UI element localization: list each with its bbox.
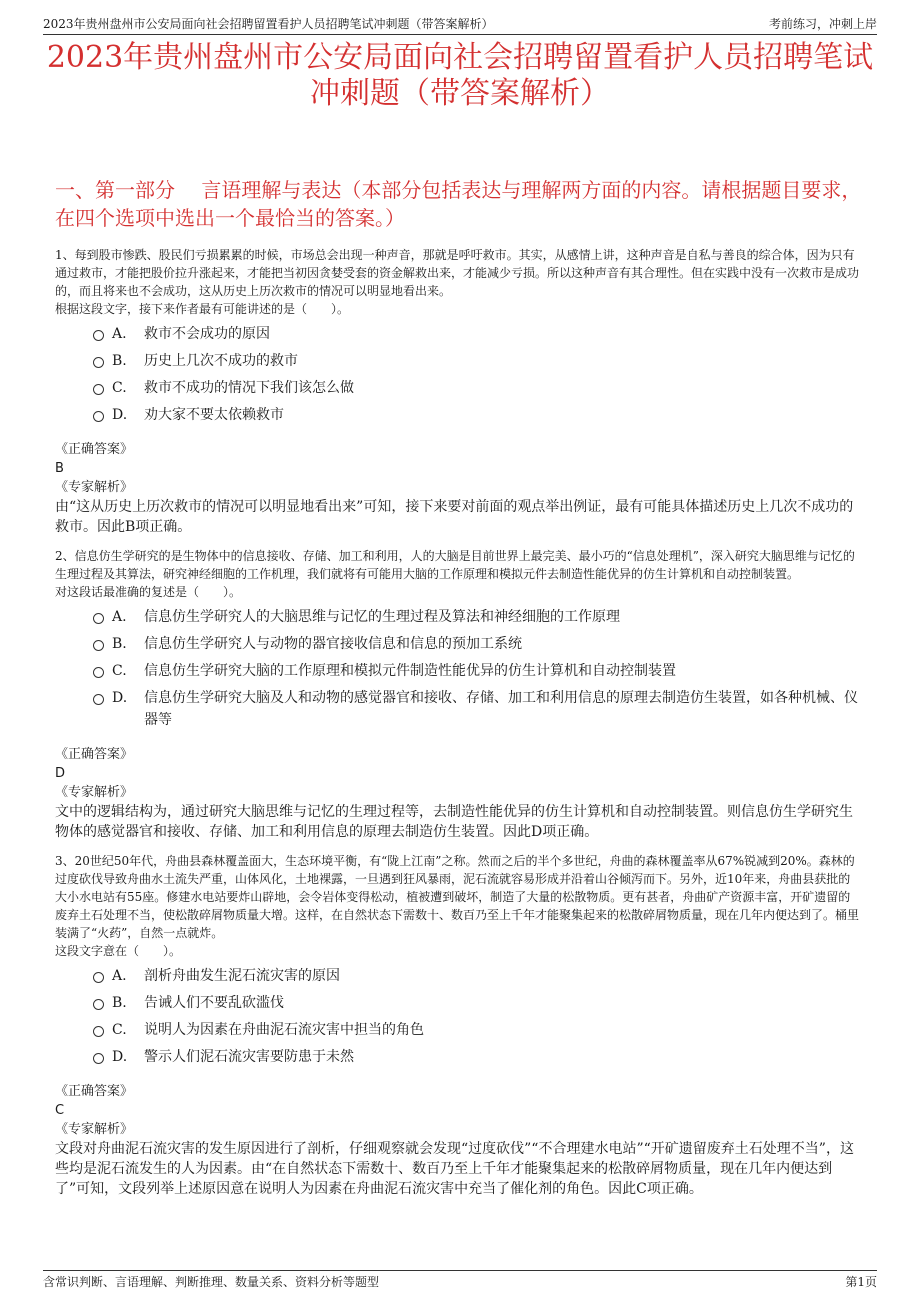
answer-value: D [55, 766, 66, 781]
option-letter: B. [112, 353, 127, 369]
page-header [43, 10, 877, 35]
radio-button-icon[interactable] [93, 411, 104, 422]
analysis-label: 《专家解析》 [55, 1122, 134, 1137]
option-text: 警示人们泥石流灾害要防患于未然 [144, 1049, 354, 1065]
option-d[interactable] [93, 1046, 860, 1068]
question-stem: 3、20世纪50年代，舟曲县森林覆盖面大，生态环境平衡，有“陇上江南”之称。然而之后的半个多世纪，舟曲的森林覆盖率从67%锐减到20%。森林的过度砍伐导致舟曲水土流失严重，山体风化，土地裸露，一旦遇到狂风暴雨，泥石流就容易形成并沿着山谷倾泻而下。另外，近10年来，舟曲县获批的大小水电站有55座。修建水电站要炸山辟地，会令岩体变得松动，植被遭到破坏，制造了大量的松散物质。更有甚者，舟曲矿产资源丰富，开矿遗留的废弃土石处理不当，使松散碎屑物质量大增。这样，在自然状态下需数十、数百乃至上千年才能聚集起来的松散碎屑物质量，现在几年内便达到了。桶里装满了“火药”，自然一点就炸。 [55, 854, 860, 940]
question-list [55, 246, 860, 1209]
section-heading: 一、第一部分 言语理解与表达（本部分包括表达与理解两方面的内容。请根据题目要求，在四个选项中选出一个最恰当的答案。） [55, 178, 862, 230]
option-letter: D. [112, 407, 128, 423]
question-prompt: 根据这段文字，接下来作者最有可能讲述的是（ ）。 [55, 302, 350, 316]
option-letter: C. [112, 663, 127, 679]
analysis-text: 文中的逻辑结构为，通过研究大脑思维与记忆的生理过程等，去制造性能优异的仿生计算机和自动控制装置。则信息仿生学研究生物体的感觉器官和接收、存储、加工和利用信息的原理去制造仿生装置。因此D项正确。 [55, 804, 853, 840]
radio-button-icon[interactable] [93, 1026, 104, 1037]
radio-button-icon[interactable] [93, 972, 104, 983]
option-a[interactable] [93, 323, 860, 345]
answer-value: B [55, 461, 64, 476]
option-c[interactable] [93, 660, 860, 682]
question-2 [55, 547, 860, 842]
answer-block [55, 1082, 860, 1199]
radio-button-icon[interactable] [93, 1053, 104, 1064]
option-list [93, 606, 860, 731]
option-letter: A. [112, 968, 127, 984]
answer-label: 《正确答案》 [55, 1084, 134, 1099]
option-b[interactable] [93, 633, 860, 655]
header-document-title: 2023年贵州盘州市公安局面向社会招聘留置看护人员招聘笔试冲刺题（带答案解析） [43, 17, 494, 31]
radio-button-icon[interactable] [93, 694, 104, 705]
option-text: 信息仿生学研究人与动物的器官接收信息和信息的预加工系统 [144, 636, 522, 652]
option-a[interactable] [93, 606, 860, 628]
question-prompt: 对这段话最准确的复述是（ ）。 [55, 585, 242, 599]
radio-button-icon[interactable] [93, 613, 104, 624]
header-slogan: 考前练习，冲刺上岸 [768, 17, 877, 31]
option-list [93, 965, 860, 1068]
option-text: 救市不会成功的原因 [144, 326, 270, 342]
radio-button-icon[interactable] [93, 667, 104, 678]
radio-button-icon[interactable] [93, 384, 104, 395]
option-text: 剖析舟曲发生泥石流灾害的原因 [144, 968, 340, 984]
radio-button-icon[interactable] [93, 999, 104, 1010]
answer-block [55, 745, 860, 842]
option-letter: D. [112, 690, 128, 706]
footer-question-types: 含常识判断、言语理解、判断推理、数量关系、资料分析等题型 [43, 1274, 380, 1289]
option-letter: D. [112, 1049, 128, 1065]
option-b[interactable] [93, 992, 860, 1014]
answer-label: 《正确答案》 [55, 747, 134, 762]
answer-block [55, 440, 860, 537]
option-text: 说明人为因素在舟曲泥石流灾害中担当的角色 [144, 1022, 424, 1038]
question-1 [55, 246, 860, 537]
option-text: 信息仿生学研究人的大脑思维与记忆的生理过程及算法和神经细胞的工作原理 [144, 609, 620, 625]
analysis-text: 由“这从历史上历次救市的情况可以明显地看出来”可知，接下来要对前面的观点举出例证，最有可能具体描述历史上几次不成功的救市。因此B项正确。 [55, 499, 854, 535]
option-text: 告诫人们不要乱砍滥伐 [144, 995, 284, 1011]
analysis-label: 《专家解析》 [55, 785, 134, 800]
option-text: 劝大家不要太依赖救市 [144, 407, 284, 423]
option-letter: B. [112, 995, 127, 1011]
question-prompt: 这段文字意在（ ）。 [55, 944, 182, 958]
option-letter: A. [112, 609, 127, 625]
document-title: 2023年贵州盘州市公安局面向社会招聘留置看护人员招聘笔试冲刺题（带答案解析） [46, 40, 874, 111]
radio-button-icon[interactable] [93, 330, 104, 341]
option-text: 信息仿生学研究大脑的工作原理和模拟元件制造性能优异的仿生计算机和自动控制装置 [144, 663, 676, 679]
option-b[interactable] [93, 350, 860, 372]
option-text: 信息仿生学研究大脑及人和动物的感觉器官和接收、存储、加工和利用信息的原理去制造仿生装置，如各种机械、仪器等 [144, 690, 858, 728]
radio-button-icon[interactable] [93, 357, 104, 368]
answer-value: C [55, 1103, 65, 1118]
question-stem: 1、每到股市惨跌、股民们亏损累累的时候，市场总会出现一种声音，那就是呼吁救市。其实，从感情上讲，这种声音是自私与善良的综合体，因为只有通过救市，才能把股价拉升涨起来，才能把当初因贪婪受套的资金解救出来，才能减少亏损。所以这种声音有其合理性。但在实践中没有一次救市是成功的，而且将来也不会成功，这从历史上历次救市的情况可以明显地看出来。 [55, 248, 860, 298]
page-footer [43, 1270, 877, 1291]
question-3 [55, 852, 860, 1199]
option-text: 历史上几次不成功的救市 [144, 353, 298, 369]
option-letter: C. [112, 1022, 127, 1038]
answer-label: 《正确答案》 [55, 442, 134, 457]
option-text: 救市不成功的情况下我们该怎么做 [144, 380, 354, 396]
question-stem: 2、信息仿生学研究的是生物体中的信息接收、存储、加工和利用，人的大脑是目前世界上最完美、最小巧的“信息处理机”，深入研究大脑思维与记忆的生理过程及其算法，研究神经细胞的工作机理，我们就将有可能用大脑的工作原理和模拟元件去制造性能优异的仿生计算机和自动控制装置。 [55, 549, 855, 581]
option-letter: A. [112, 326, 127, 342]
radio-button-icon[interactable] [93, 640, 104, 651]
option-list [93, 323, 860, 426]
option-letter: B. [112, 636, 127, 652]
option-d[interactable] [93, 687, 860, 731]
option-letter: C. [112, 380, 127, 396]
option-c[interactable] [93, 377, 860, 399]
option-d[interactable] [93, 404, 860, 426]
option-c[interactable] [93, 1019, 860, 1041]
page-number: 第1页 [845, 1274, 877, 1289]
option-a[interactable] [93, 965, 860, 987]
analysis-label: 《专家解析》 [55, 480, 134, 495]
analysis-text: 文段对舟曲泥石流灾害的发生原因进行了剖析，仔细观察就会发现“过度砍伐”“不合理建水电站”“开矿遗留废弃土石处理不当”，这些均是泥石流发生的人为因素。由“在自然状态下需数十、数百乃至上千年才能聚集起来的松散碎屑物质量，现在几年内便达到了”可知，文段列举上述原因意在说明人为因素在舟曲泥石流灾害中充当了催化剂的角色。因此C项正确。 [55, 1141, 854, 1197]
